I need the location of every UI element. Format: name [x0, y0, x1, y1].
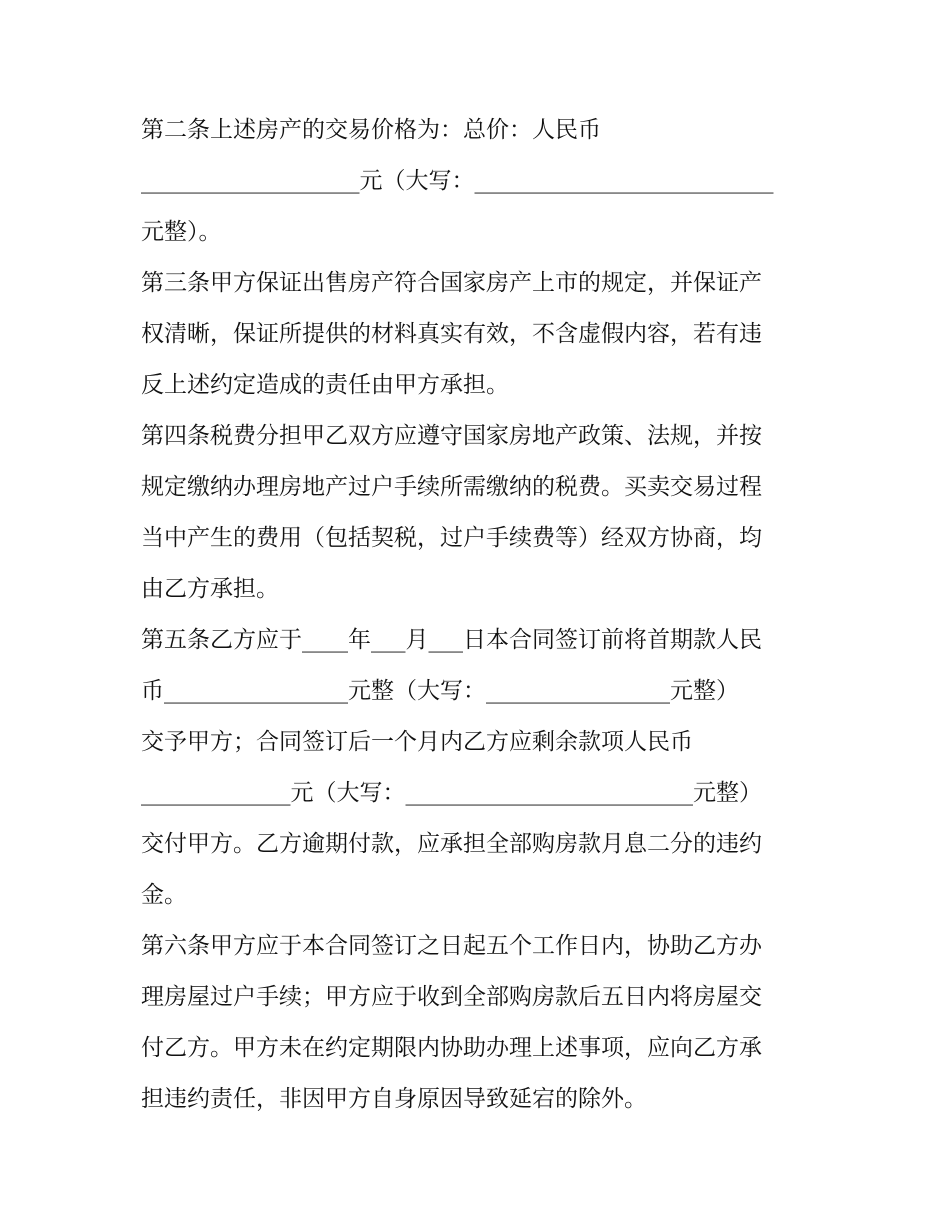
- text-line-18: 理房屋过户手续；甲方应于收到全部购房款后五日内将房屋交: [141, 984, 762, 1010]
- text-line-20: 担违约责任，非因甲方自身原因导致延宕的除外。: [141, 1086, 647, 1112]
- text-line-7: 第四条税费分担甲乙双方应遵守国家房地产政策、法规，并按: [141, 423, 762, 449]
- text-line-14: _____________元（大写：_________________________元整）: [141, 780, 762, 806]
- text-line-16: 金。: [141, 882, 187, 908]
- document-body: [141, 108, 821, 1128]
- text-line-5: 权清晰，保证所提供的材料真实有效，不含虚假内容，若有违: [141, 321, 762, 347]
- text-line-6: 反上述约定造成的责任由甲方承担。: [141, 372, 509, 398]
- text-line-11: 第五条乙方应于____年___月___日本合同签订前将首期款人民: [141, 627, 762, 653]
- text-line-17: 第六条甲方应于本合同签订之日起五个工作日内，协助乙方办: [141, 933, 762, 959]
- text-line-13: 交予甲方；合同签订后一个月内乙方应剩余款项人民币: [141, 729, 693, 755]
- text-line-19: 付乙方。甲方未在约定期限内协助办理上述事项，应向乙方承: [141, 1035, 762, 1061]
- text-line-3: 元整）。: [141, 219, 222, 245]
- text-line-4: 第三条甲方保证出售房产符合国家房产上市的规定，并保证产: [141, 270, 762, 296]
- text-line-9: 当中产生的费用（包括契税，过户手续费等）经双方协商，均: [141, 525, 762, 551]
- text-line-15: 交付甲方。乙方逾期付款，应承担全部购房款月息二分的违约: [141, 831, 762, 857]
- text-line-2: ___________________元（大写：__________________________: [141, 168, 774, 194]
- text-line-8: 规定缴纳办理房地产过户手续所需缴纳的税费。买卖交易过程: [141, 474, 762, 500]
- text-line-1: 第二条上述房产的交易价格为：总价：人民币: [141, 117, 601, 143]
- text-line-12: 币________________元整（大写：________________元整）: [141, 678, 739, 704]
- text-line-10: 由乙方承担。: [141, 576, 279, 602]
